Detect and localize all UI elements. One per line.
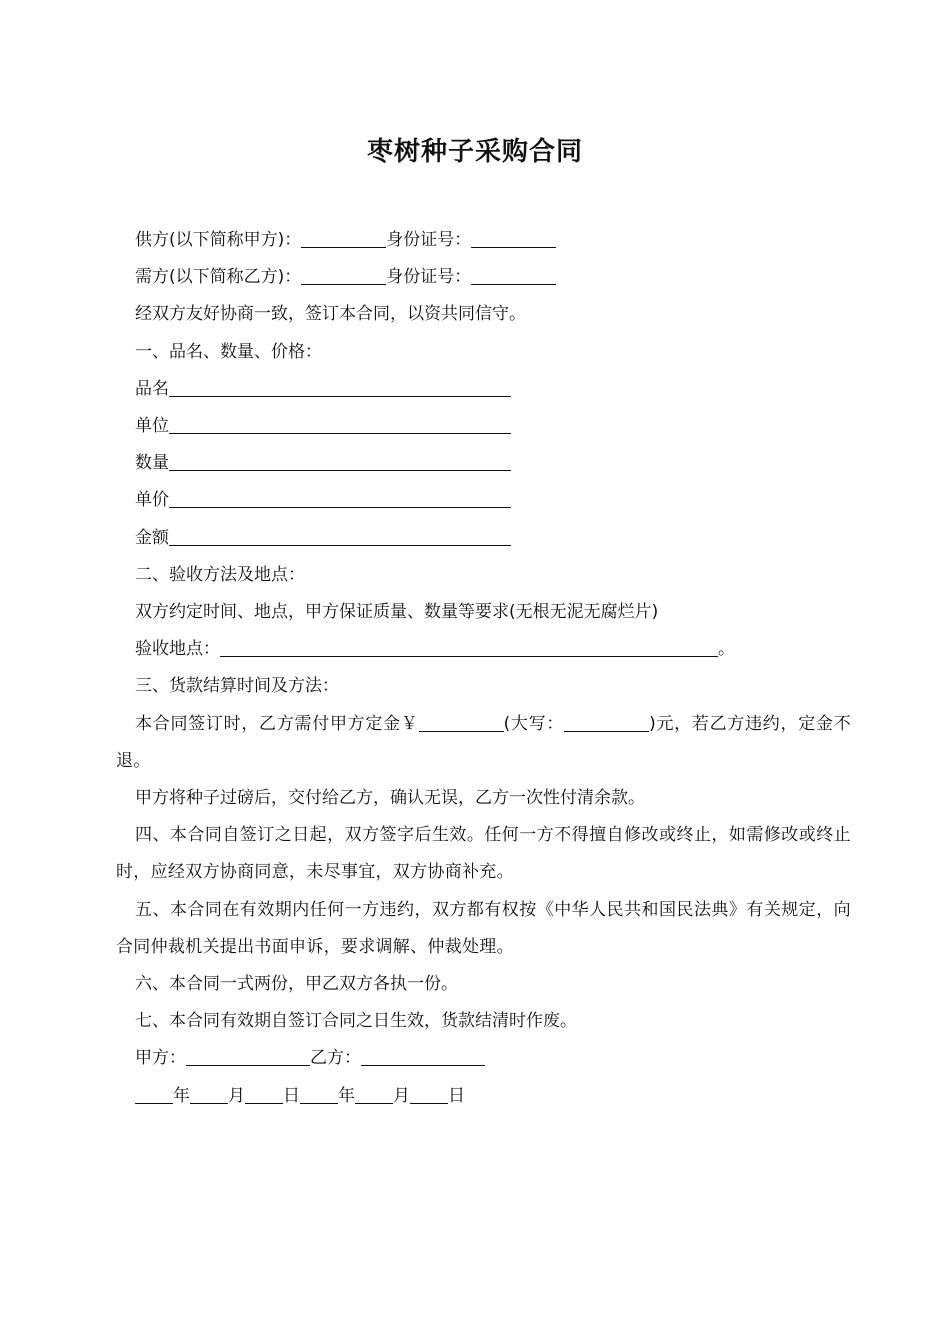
supplier-line	[116, 222, 851, 259]
signature-line	[116, 1040, 851, 1077]
unit-blank[interactable]	[169, 413, 511, 434]
field-label: 数量	[135, 453, 169, 474]
day-b-blank[interactable]	[410, 1083, 448, 1104]
date-line	[116, 1078, 851, 1115]
section2-heading: 二、验收方法及地点：	[135, 564, 305, 585]
deposit-paragraph	[116, 706, 851, 780]
inspection-location-end: 。	[718, 639, 735, 660]
field-label: 单位	[135, 416, 169, 437]
supplier-name-blank[interactable]	[301, 227, 386, 248]
party-b-blank[interactable]	[361, 1045, 485, 1066]
section3-heading: 三、货款结算时间及方法：	[135, 676, 339, 697]
field-product-name	[116, 371, 851, 408]
field-label: 品名	[135, 378, 169, 399]
deposit-amount-blank[interactable]	[419, 711, 504, 732]
field-amount	[116, 520, 851, 557]
inspection-location-line	[116, 631, 851, 668]
year-b-blank[interactable]	[300, 1083, 338, 1104]
inspection-location-label: 验收地点：	[135, 639, 220, 660]
buyer-label: 需方(以下简称乙方)：	[135, 267, 302, 288]
field-unit-price	[116, 482, 851, 519]
field-label: 金额	[135, 527, 169, 548]
clause-6: 六、本合同一式两份，甲乙双方各执一份。	[135, 974, 458, 995]
year-a-blank[interactable]	[135, 1083, 173, 1104]
field-quantity	[116, 445, 851, 482]
buyer-name-blank[interactable]	[301, 264, 386, 285]
supplier-label: 供方(以下简称甲方)：	[135, 230, 302, 250]
unit-price-blank[interactable]	[169, 487, 511, 508]
month-b-blank[interactable]	[355, 1083, 393, 1104]
day-label: 日	[283, 1085, 300, 1106]
supplier-id-label: 身份证号：	[386, 230, 472, 250]
deposit-prefix: 本合同签订时，乙方需付甲方定金￥	[135, 713, 419, 734]
inspection-location-blank[interactable]	[220, 636, 718, 657]
section1-heading: 一、品名、数量、价格：	[135, 341, 322, 362]
deposit-suffix: )元，若乙方违约，定金不退。	[116, 713, 851, 771]
supplier-id-blank[interactable]	[471, 227, 556, 248]
buyer-id-blank[interactable]	[471, 264, 556, 285]
quantity-blank[interactable]	[169, 450, 511, 471]
year-label: 年	[173, 1085, 190, 1106]
buyer-line	[116, 259, 851, 296]
party-a-blank[interactable]	[186, 1045, 310, 1066]
clause-5: 五、本合同在有效期内任何一方违约，双方都有权按《中华人民共和国民法典》有关规定，向合同仲裁机关提出书面申诉，要求调解、仲裁处理。	[116, 899, 851, 957]
clause-7: 七、本合同有效期自签订合同之日生效，货款结清时作废。	[135, 1011, 577, 1032]
day-a-blank[interactable]	[245, 1083, 283, 1104]
amount-blank[interactable]	[169, 525, 511, 546]
settlement-text: 甲方将种子过磅后，交付给乙方，确认无误，乙方一次性付清余款。	[135, 788, 645, 809]
field-unit	[116, 408, 851, 445]
party-b-label: 乙方：	[310, 1048, 361, 1069]
buyer-id-label: 身份证号：	[386, 267, 472, 288]
year-label: 年	[338, 1085, 355, 1106]
day-label: 日	[448, 1085, 465, 1106]
month-label: 月	[228, 1085, 245, 1106]
month-a-blank[interactable]	[190, 1083, 228, 1104]
deposit-upper-label: (大写：	[503, 713, 565, 734]
contract-body	[116, 222, 851, 1115]
month-label: 月	[393, 1085, 410, 1106]
product-name-blank[interactable]	[169, 376, 511, 397]
section2-text: 双方约定时间、地点，甲方保证质量、数量等要求(无根无泥无腐烂片)	[135, 602, 659, 623]
intro-text: 经双方友好协商一致，签订本合同，以资共同信守。	[135, 304, 526, 325]
page-title: 枣树种子采购合同	[366, 137, 583, 167]
field-label: 单价	[135, 490, 169, 511]
party-a-label: 甲方：	[135, 1048, 186, 1069]
clause-4: 四、本合同自签订之日起，双方签字后生效。任何一方不得擅自修改或终止，如需修改或终止时，应经双方协商同意，未尽事宜，双方协商补充。	[116, 825, 851, 883]
deposit-upper-blank[interactable]	[564, 711, 649, 732]
